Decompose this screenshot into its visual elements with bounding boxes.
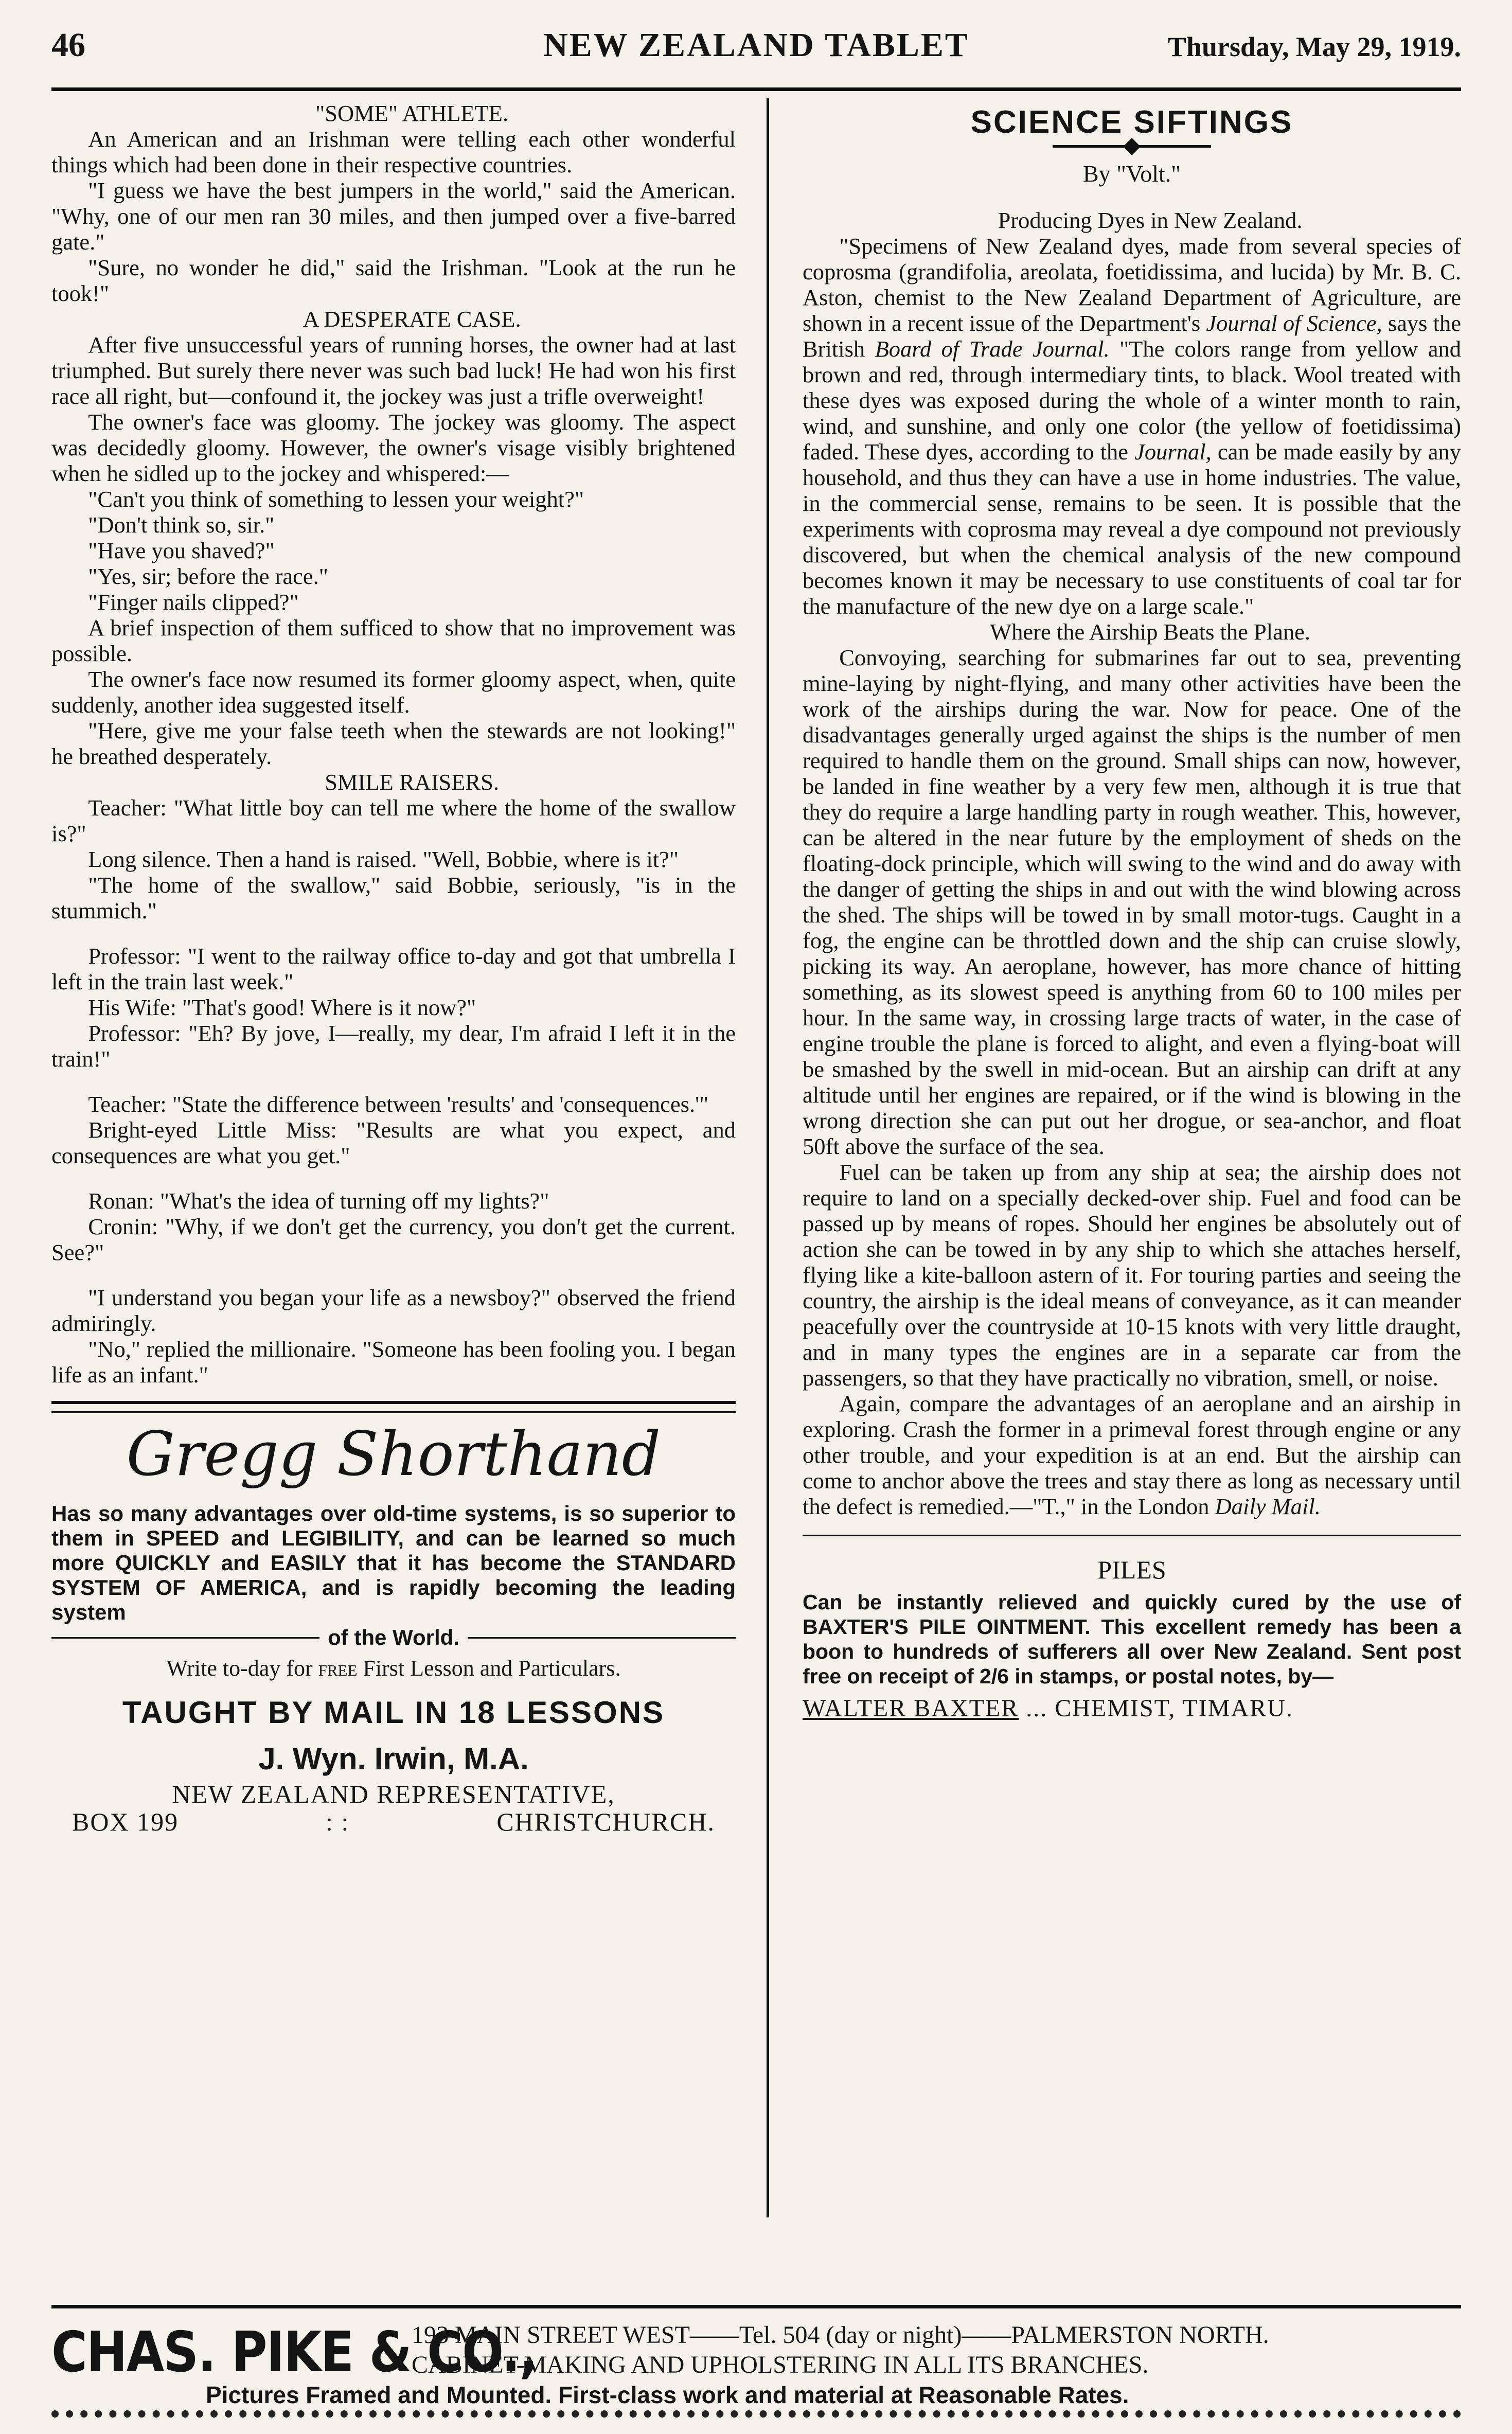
ornament-divider <box>803 138 1461 154</box>
article-title: "SOME" ATHLETE. <box>315 100 509 126</box>
article-paragraph: "Specimens of New Zealand dyes, made from several species of coprosma (grandifolia, areolata, foetidissima, and lucida) by Mr. B. C. Aston, chemist to the New Zealand Department of Agriculture, are shown in a recent issue of the Department's Journal of Science, says the British Board of Trade Journal. "The colors range from yellow and brown and red, through intermediary tints, to black. Wool treated with these dyes was exposed during the whole of a winter month to rain, wind, and sunshine, and only one color (the yellow of foetidissima) faded. These dyes, according to the Journal, can be made easily by any household, and thus they can have a use in home industries. The value, in the commercial sense, remains to be seen. It is possible that the experiments with coprosma may reveal a dye compound not previously discovered, but when the chemical analysis of the new compound becomes known it may be necessary to use constituents of coal tar for the manufacture of the new dye on a large scale." <box>803 233 1462 619</box>
ad-address <box>51 1809 736 1835</box>
ad-rep: NEW ZEALAND REPRESENTATIVE, <box>172 1780 615 1808</box>
joke-line: Cronin: "Why, if we don't get the currency, you don't get the current. See?" <box>51 1214 736 1265</box>
article-paragraph: A brief inspection of them sufficed to show that no improvement was possible. <box>51 615 736 666</box>
ad-rule <box>51 1401 736 1404</box>
article-paragraph: Fuel can be taken up from any ship at sea; the airship does not require to land on a specially decked-over ship. Fuel and food can be passed up by means of ropes. Should her engines be absolutely out of action she can be towed in by any ship to which she attaches herself, flying like a kite-balloon astern of it. For touring parties and seeing the country, the airship is the ideal means of conveyance, as it can meander peacefully over the countryside at 10-15 knots with very little draught, and in many types the engines are in a separate car from the passengers, so that they have practically no vibration, smell, or noise. <box>803 1159 1461 1391</box>
joke-line: Ronan: "What's the idea of turning off my lights?" <box>88 1188 549 1214</box>
piles-title: PILES <box>1097 1555 1166 1584</box>
article-paragraph: "Sure, no wonder he did," said the Irishman. "Look at the run he took!" <box>51 255 736 306</box>
joke-line: Bright-eyed Little Miss: "Results are what you expect, and consequences are what you get." <box>51 1117 736 1168</box>
article-paragraph: Again, compare the advantages of an aeroplane and an airship in exploring. Crash the former in a primeval forest through engine or any other trouble, and your expedition is at an end. But the airship can come to anchor above the trees and stay there as long as necessary until the defect is remedied.—"T.," in the London Daily Mail. <box>803 1391 1461 1519</box>
article-paragraph: "Can't you think of something to lessen your weight?" <box>88 486 584 512</box>
article-paragraph: "Don't think so, sir." <box>88 512 275 538</box>
joke-line: Teacher: "What little boy can tell me where the home of the swallow is?" <box>51 795 736 846</box>
joke-line: Teacher: "State the difference between 'results' and 'consequences.'" <box>88 1091 709 1117</box>
pike-brand: CHAS. PIKE & CO., <box>51 2320 537 2385</box>
section-title: SCIENCE SIFTINGS <box>970 104 1293 140</box>
article-desperate-case <box>51 306 736 769</box>
pike-line-1: 193 MAIN STREET WEST——Tel. 504 (day or night)——PALMERSTON NORTH. <box>412 2321 1269 2349</box>
article-paragraph: Convoying, searching for submarines far out to sea, preventing mine-laying by night-flying, and many other activities have been the work of the airships during the war. Now for peace. One of the disadvantages generally urged against the ships is the number of men required to handle them on the ground. Small ships can now, however, be landed in fine weather by a very few men, although it is true that they do require a large handling party in rough weather. This, however, can be altered in the near future by the employment of sheds on the floating-dock principle, which will swing to the wind and do away with the danger of getting the ships in and out with the wind blowing across the shed. The ships will be towed in by small motor-tugs. Caught in a fog, the engine can be throttled down and the ship can cruise slowly, picking its way. An aeroplane, however, has more chance of hitting something, as its slowest speed is anything from 60 to 100 miles per hour. In the same way, in crossing large tracts of water, in the case of engine trouble the plane is forced to alight, and even a flying-boat will be smashed by the swell in mid-ocean. But an airship can drift at any altitude until her engines are repaired, or if the wind is blowing in the wrong direction she can put out her drogue, or sea-anchor, and float 50ft above the surface of the sea. <box>803 645 1461 1159</box>
piles-signature: WALTER BAXTER ... CHEMIST, TIMARU. <box>803 1695 1293 1722</box>
right-column <box>803 100 1461 1721</box>
piles-ad <box>803 1557 1461 1721</box>
article-paragraph: The owner's face now resumed its former gloomy aspect, when, quite suddenly, another idea suggested itself. <box>51 666 736 718</box>
footer-rule <box>51 2410 1461 2418</box>
ad-write-post: First Lesson and Particulars. <box>363 1656 621 1681</box>
page-header <box>51 26 1461 82</box>
article-some-athlete <box>51 100 736 306</box>
article-smile-raisers <box>51 769 736 1388</box>
ad-world-line <box>51 1625 736 1650</box>
ad-sep: : : <box>326 1807 350 1836</box>
piles-body: Can be instantly relieved and quickly cured by the use of BAXTER'S PILE OINTMENT. This excellent remedy has been a boon to hundreds of sufferers all over New Zealand. Sent post free on receipt of 2/6 in stamps, or postal notes, by— <box>803 1590 1461 1688</box>
ad-rule <box>51 1411 736 1413</box>
article-title: Producing Dyes in New Zealand. <box>998 207 1303 233</box>
left-column <box>51 100 736 1835</box>
article-title: Where the Airship Beats the Plane. <box>990 619 1310 645</box>
ad-body: Has so many advantages over old-time systems, is so superior to them in SPEED and LEGIBILITY, and can be learned so much more QUICKLY and EASILY that it has become the STANDARD SYSTEM OF AMERICA, and is rapidly becoming the leading system <box>51 1501 736 1624</box>
article-paragraph: "Here, give me your false teeth when the stewards are not looking!" he breathed desperately. <box>51 718 736 769</box>
ad-write-pre: Write to-day for <box>166 1656 313 1681</box>
joke-line: Professor: "I went to the railway office to-day and got that umbrella I left in the train last week." <box>51 943 736 994</box>
ad-world-text: of the World. <box>328 1625 459 1649</box>
ad-rule <box>803 1535 1461 1536</box>
pike-footer-ad <box>51 2305 1461 2415</box>
gregg-logo: Gregg Shorthand <box>126 1418 661 1489</box>
masthead: NEW ZEALAND TABLET <box>543 26 969 64</box>
article-paragraph: "Have you shaved?" <box>88 538 275 563</box>
article-paragraph: An American and an Irishman were telling each other wonderful things which had been done in their respective countries. <box>51 126 736 177</box>
joke-line: His Wife: "That's good! Where is it now?" <box>88 994 476 1020</box>
joke-line: "No," replied the millionaire. "Someone has been fooling you. I began life as an infant." <box>51 1336 736 1388</box>
gregg-shorthand-ad <box>51 1418 736 1835</box>
article-paragraph: "I guess we have the best jumpers in the world," said the American. "Why, one of our men ran 30 miles, and then jumped over a five-barred gate." <box>51 177 736 255</box>
joke-line: "The home of the swallow," said Bobbie, seriously, "is in the stummich." <box>51 872 736 923</box>
ad-write-line <box>51 1656 736 1681</box>
page-number: 46 <box>51 26 85 64</box>
column-divider <box>767 98 769 2217</box>
article-paragraph: After five unsuccessful years of running horses, the owner had at last triumphed. But surely there never was such bad luck! He had won his first race all right, but—confound it, the jockey was just a trifle overweight! <box>51 332 736 409</box>
byline: By "Volt." <box>1082 161 1181 187</box>
joke-line: Professor: "Eh? By jove, I—really, my dear, I'm afraid I left it in the train!" <box>51 1020 736 1072</box>
footer-rule <box>51 2305 1461 2308</box>
article-dyes <box>803 207 1461 619</box>
article-paragraph: "Yes, sir; before the race." <box>88 563 328 589</box>
ad-city: CHRISTCHURCH. <box>496 1807 715 1836</box>
ad-taught-line: TAUGHT BY MAIL IN 18 LESSONS <box>122 1695 665 1730</box>
ad-write-free: free <box>318 1656 358 1681</box>
pike-line-3: Pictures Framed and Mounted. First-class work and material at Reasonable Rates. <box>206 2382 1129 2408</box>
article-paragraph: The owner's face was gloomy. The jockey was gloomy. The aspect was decidedly gloomy. However, the owner's visage visibly brightened when he sidled up to the jockey and whispered:— <box>51 409 736 486</box>
article-title: A DESPERATE CASE. <box>303 306 521 332</box>
joke-line: Long silence. Then a hand is raised. "Well, Bobbie, where is it?" <box>88 846 679 872</box>
header-rule <box>51 87 1461 91</box>
pike-lines <box>412 2320 1461 2380</box>
issue-date: Thursday, May 29, 1919. <box>1167 31 1461 62</box>
joke-line: "I understand you began your life as a newsboy?" observed the friend admiringly. <box>51 1285 736 1336</box>
article-title: SMILE RAISERS. <box>325 769 499 795</box>
ad-person: J. Wyn. Irwin, M.A. <box>258 1742 529 1776</box>
ad-box: BOX 199 <box>72 1807 179 1836</box>
pike-line-2: CABINET-MAKING AND UPHOLSTERING IN ALL ITS BRANCHES. <box>412 2351 1149 2378</box>
article-airship <box>803 619 1461 1519</box>
article-paragraph: "Finger nails clipped?" <box>88 589 299 615</box>
